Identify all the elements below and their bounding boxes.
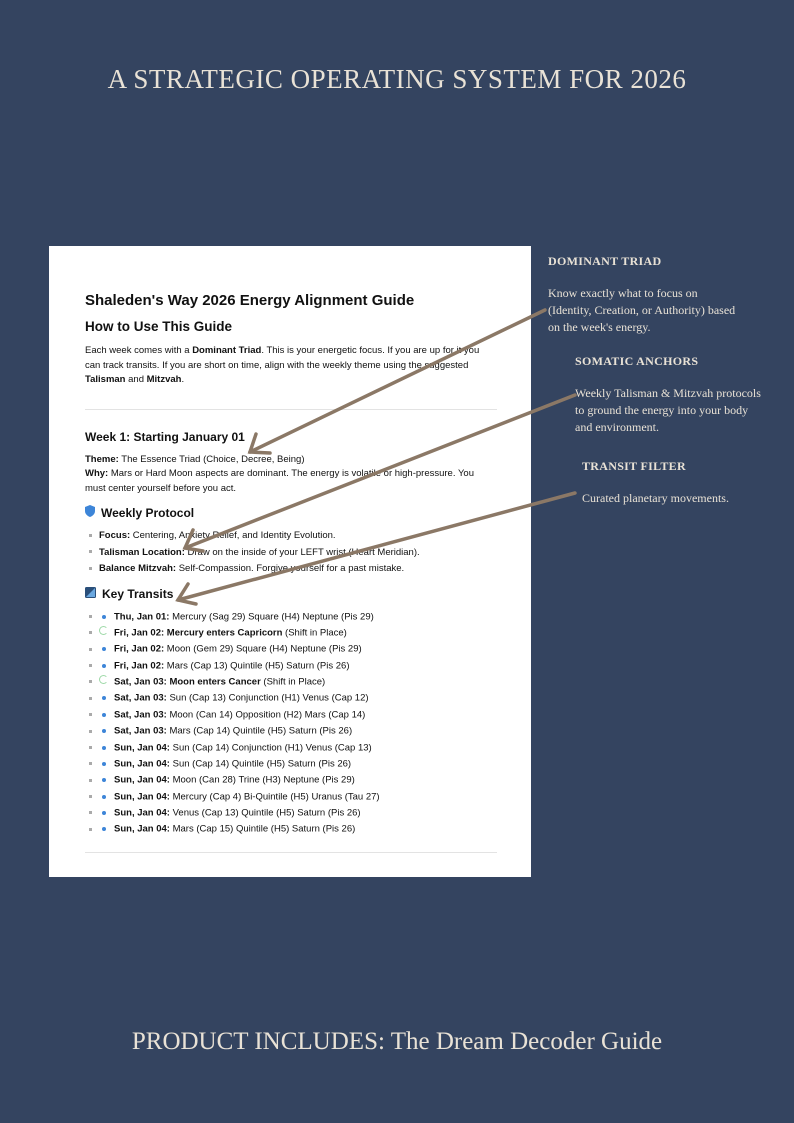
arrow-transit-filter	[178, 493, 575, 604]
weekly-protocol-heading: Weekly Protocol	[85, 505, 497, 520]
arrow-somatic-anchors	[185, 395, 575, 551]
transit-item: Sun, Jan 04: Mercury (Cap 4) Bi-Quintile (H5) Uranus (Tau 27)	[85, 789, 497, 805]
transit-item: Sat, Jan 03: Moon enters Cancer (Shift in Place)	[85, 674, 497, 690]
transit-item: Sun, Jan 04: Venus (Cap 13) Quintile (H5) Saturn (Pis 26)	[85, 805, 497, 821]
transit-item: Fri, Jan 02: Mars (Cap 13) Quintile (H5) Saturn (Pis 26)	[85, 658, 497, 674]
callout-text: Weekly Talisman & Mitzvah protocols to ground the energy into your body and environment.	[575, 386, 761, 434]
protocol-item: Talisman Location: Draw on the inside of your LEFT wrist (Heart Meridian).	[85, 545, 497, 562]
week-heading: Week 1: Starting January 01	[85, 429, 245, 444]
callout-heading: TRANSIT FILTER	[582, 459, 686, 473]
product-includes-footer: PRODUCT INCLUDES: The Dream Decoder Guide	[131, 1028, 663, 1055]
transit-item: Fri, Jan 02: Mercury enters Capricorn (Shift in Place)	[85, 625, 497, 641]
transit-item: Thu, Jan 01: Mercury (Sag 29) Square (H4) Neptune (Pis 29)	[85, 609, 497, 625]
week-theme: Theme: The Essence Triad (Choice, Decree, Being)	[85, 453, 305, 465]
callout-text: Curated planetary movements.	[582, 491, 729, 505]
transit-item: Sat, Jan 03: Sun (Cap 13) Conjunction (H1) Venus (Cap 12)	[85, 690, 497, 706]
protocol-item: Focus: Centering, Anxiety Relief, and Identity Evolution.	[85, 528, 497, 545]
transit-item: Sat, Jan 03: Mars (Cap 14) Quintile (H5) Saturn (Pis 26)	[85, 723, 497, 739]
how-to-heading: How to Use This Guide	[85, 319, 233, 334]
transit-item: Sun, Jan 04: Mars (Cap 15) Quintile (H5) Saturn (Pis 26)	[85, 821, 497, 837]
callout-heading: DOMINANT TRIAD	[548, 254, 662, 268]
how-to-text: Each week comes with a Dominant Triad. This is your energetic focus. If you are up for it you can track transits. If you are short on time, align with the weekly theme using the suggested Talisman and Mitzvah.	[85, 345, 480, 385]
transit-item: Sun, Jan 04: Sun (Cap 14) Quintile (H5) Saturn (Pis 26)	[85, 756, 497, 772]
arrow-dominant-triad	[250, 310, 545, 453]
transit-item: Fri, Jan 02: Moon (Gem 29) Square (H4) Neptune (Pis 29)	[85, 641, 497, 657]
page-headline: A STRATEGIC OPERATING SYSTEM FOR 2026	[107, 64, 687, 94]
callout-heading: SOMATIC ANCHORS	[575, 354, 699, 368]
week-why: Why: Mars or Hard Moon aspects are dominant. The energy is volatile or high-pressure. You must center yourself before you act.	[85, 468, 474, 494]
protocol-item: Balance Mitzvah: Self-Compassion. Forgive yourself for a past mistake.	[85, 561, 497, 578]
transit-item: Sat, Jan 03: Moon (Can 14) Opposition (H2) Mars (Cap 14)	[85, 707, 497, 723]
document-title: Shaleden's Way 2026 Energy Alignment Guide	[85, 292, 415, 309]
transit-item: Sun, Jan 04: Moon (Can 28) Trine (H3) Neptune (Pis 29)	[85, 772, 497, 788]
key-transits-heading: Key Transits	[85, 587, 497, 601]
callout-text: Know exactly what to focus on (Identity, Creation, or Authority) based on the week's energy.	[548, 286, 736, 334]
transit-item: Sun, Jan 04: Sun (Cap 14) Conjunction (H1) Venus (Cap 13)	[85, 740, 497, 756]
